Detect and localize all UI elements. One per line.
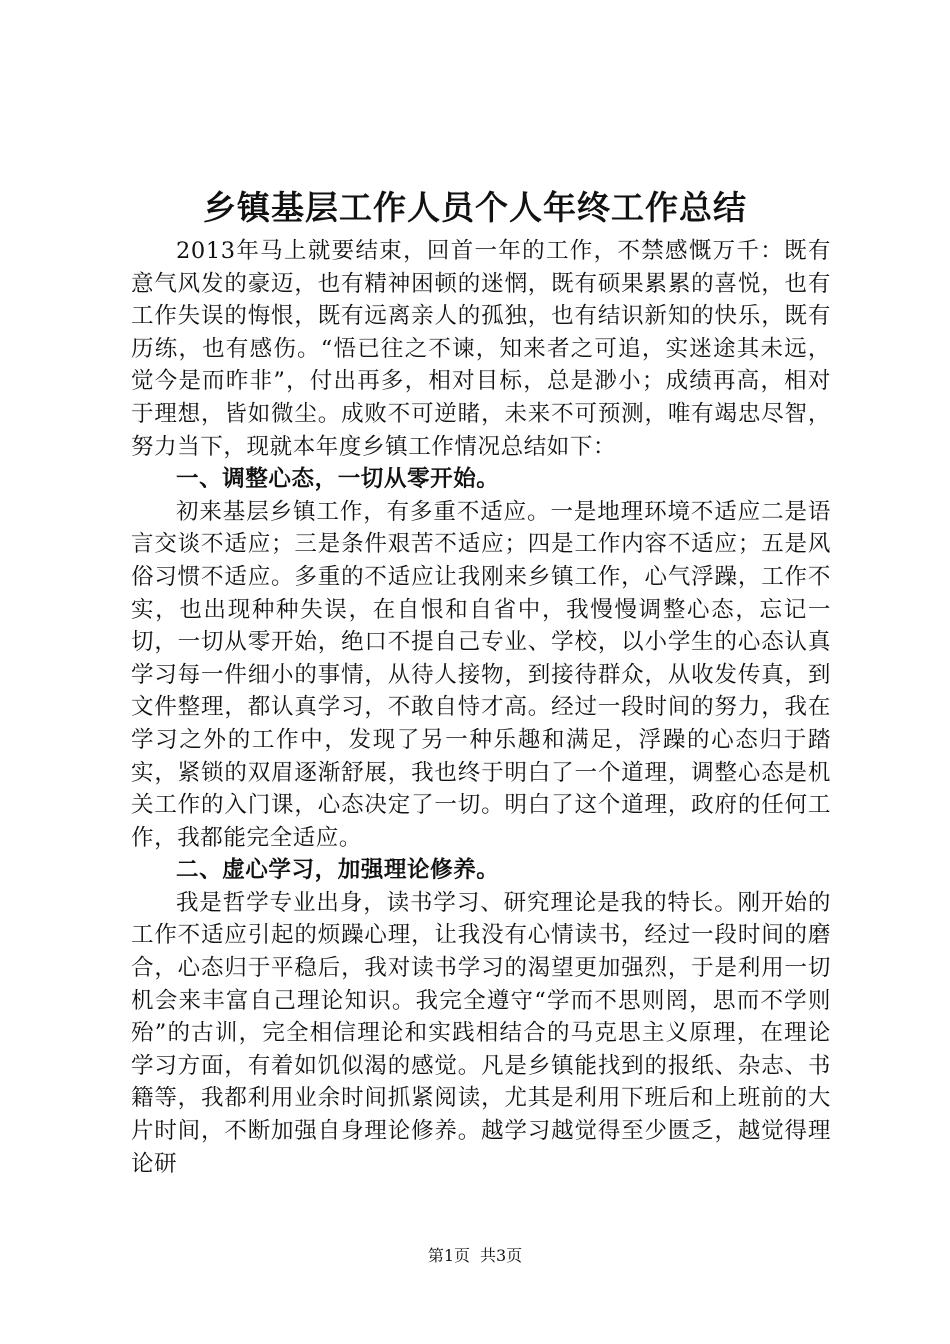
body-paragraph: 我是哲学专业出身，读书学习、研究理论是我的特长。刚开始的工作不适应引起的烦躁心理，让我没有心情读书，经过一段时间的磨合，心态归于平稳后，我对读书学习的渴望更加强烈，于是利用一切机会来丰富自己理论知识。我完全遵守“学而不思则罔，思而不学则殆”的古训，完全相信理论和实践相结合的马克思主义原理，在理论学习方面，有着如饥似渴的感觉。凡是乡镇能找到的报纸、杂志、书籍等，我都利用业余时间抓紧阅读，尤其是利用下班后和上班前的大片时间，不断加强自身理论修养。越学习越觉得至少匮乏，越觉得理论研 <box>131 889 831 1177</box>
page-number: 第1页 <box>427 1246 470 1265</box>
section-heading: 一、调整心态，一切从零开始。 <box>176 466 500 493</box>
document-title: 乡镇基层工作人员个人年终工作总结 <box>203 188 747 227</box>
section-heading: 二、虚心学习，加强理论修养。 <box>176 857 500 884</box>
page-footer <box>0 1246 950 1266</box>
page-total: 共3页 <box>480 1246 523 1265</box>
body-paragraph: 初来基层乡镇工作，有多重不适应。一是地理环境不适应二是语言交谈不适应；三是条件艰苦不适应；四是工作内容不适应；五是风俗习惯不适应。多重的不适应让我刚来乡镇工作，心气浮躁，工作不实，也出现种种失误，在自恨和自省中，我慢慢调整心态，忘记一切，一切从零开始，绝口不提自己专业、学校，以小学生的心态认真学习每一件细小的事情，从待人接物，到接待群众，从收发传真，到文件整理，都认真学习，不敢自恃才高。经过一段时间的努力，我在学习之外的工作中，发现了另一种乐趣和满足，浮躁的心态归于踏实，紧锁的双眉逐渐舒展，我也终于明白了一个道理，调整心态是机关工作的入门课，心态决定了一切。明白了这个道理，政府的任何工作，我都能完全适应。 <box>131 498 831 851</box>
document-body <box>131 235 831 1180</box>
body-paragraph: 2013年马上就要结束，回首一年的工作，不禁感慨万千：既有意气风发的豪迈，也有精神困顿的迷惘，既有硕果累累的喜悦，也有工作失误的悔恨，既有远离亲人的孤独，也有结识新知的快乐，既有历练，也有感伤。“悟已往之不谏，知来者之可追，实迷途其未远，觉今是而昨非”，付出再多，相对目标，总是渺小；成绩再高，相对于理想，皆如微尘。成败不可逆睹，未来不可预测，唯有竭忠尽智，努力当下，现就本年度乡镇工作情况总结如下： <box>131 238 831 460</box>
